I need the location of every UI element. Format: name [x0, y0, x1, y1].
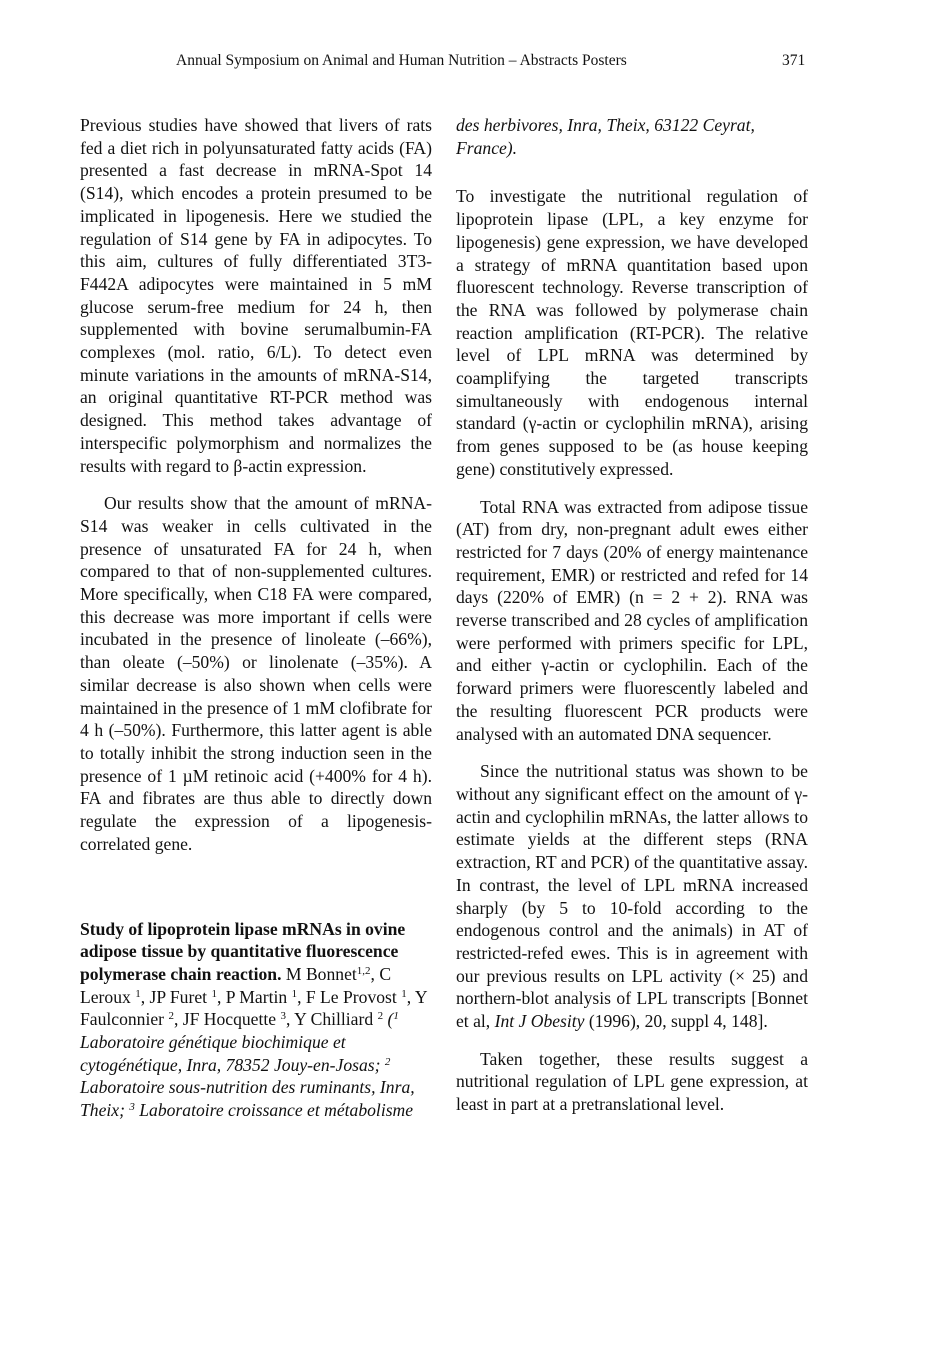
author-affiliation-mark: 2: [168, 1010, 174, 1023]
affiliation: Laboratoire croissance et métabolisme: [134, 1100, 414, 1121]
right-column: [456, 114, 808, 1116]
affiliation: Laboratoire sous-nutrition des ruminants, Inra, Theix;: [80, 1077, 415, 1121]
author-affiliation-mark: 1: [211, 987, 217, 1000]
journal-name: Int J Obesity: [494, 1011, 585, 1032]
body-paragraph: To investigate the nutritional regulation of lipoprotein lipase (LPL, a key enzyme for lipogenesis) gene expression, we have developed a strategy of mRNA quantitation based upon fluorescent technology. Reverse transcription of the RNA was followed by polymerase chain reaction amplification (RT-PCR). The relative level of LPL mRNA was determined by coamplifying the targeted transcripts simultaneously with endogenous internal standard (γ-actin or cyclophilin mRNA), arising from genes supposed to be (as house keeping gene) constitutively expressed.: [456, 186, 808, 479]
affiliation-mark: 2: [384, 1055, 391, 1068]
author: , JF Hocquette: [173, 1009, 277, 1030]
author-affiliation-mark: 1: [291, 987, 298, 1000]
affiliation-continued: des herbivores, Inra, Theix, 63122 Ceyrat, France).: [456, 115, 755, 158]
running-header: [0, 52, 930, 76]
body-paragraph: Our results show that the amount of mRNA-S14 was weaker in cells cultivated in the presence of unsaturated FA for 24 h, when compared to that of non-supplemented cultures. More specifically, when C18 FA were compared, this decrease was more important if cells were incubated in the presence of linoleate (–66%), than oleate (–50%) or linolenate (–35%). A similar decrease is also shown when cells were maintained in the presence of 1 mM clofibrate for 4 h (–50%). Furthermore, this latter agent is able to totally inhibit the strong induction seen in the presence of 1 µM retinoic acid (+400% for 4 h). FA and fibrates are thus able to directly down regulate the expression of a lipogenesis-correlated gene.: [80, 493, 432, 854]
author: , C Leroux: [80, 963, 392, 1007]
author: M Bonnet: [285, 963, 357, 984]
author-affiliation-mark: 3: [280, 1010, 286, 1023]
author: , JP Furet: [140, 986, 208, 1007]
body-paragraph: Total RNA was extracted from adipose tissue (AT) from dry, non-pregnant adult ewes either restricted for 7 days (20% of energy maintenance requirement, EMR) or restricted and refed for 14 days (220% of EMR) (n = 2 + 2). RNA was reverse transcribed and 28 cycles of amplification were performed with primers specific for LPL, and either γ-actin or cyclophilin. Each of the forward primers were fluorescently labeled and the resulting fluorescent PCR products were analysed with an automated DNA sequencer.: [456, 496, 808, 744]
abstract-heading: [80, 918, 432, 1122]
affiliation: Laboratoire génétique biochimique et cytogénétique, Inra, 78352 Jouy-en-Josas;: [80, 1032, 385, 1075]
body-paragraph: [456, 760, 808, 1032]
affiliation-open: (: [383, 1009, 394, 1030]
author: , F Le Provost: [297, 986, 397, 1007]
author: , Y Faulconnier: [80, 986, 427, 1030]
abstract-title: Study of lipoprotein lipase mRNAs in ovine adipose tissue by quantitative fluorescence polymerase chain reaction.: [80, 918, 406, 984]
page-number: 371: [782, 52, 806, 69]
author-affiliation-mark: 2: [377, 1010, 384, 1023]
author-affiliation-mark: 1: [401, 987, 407, 1000]
left-column: [80, 114, 432, 1122]
affiliation-mark: 1: [393, 1010, 399, 1023]
body-paragraph: Taken together, these results suggest a nutritional regulation of LPL gene expression, at least in part at a pretranslational level.: [456, 1048, 808, 1115]
paragraph-text: Since the nutritional status was shown to be without any significant effect on the amount of γ-actin and cyclophilin mRNAs, the latter allows to estimate yields at the different steps (RNA extraction, RT and PCR) of the quantitative assay. In contrast, the level of LPL mRNA increased sharply (by 5 to 10-fold according to the endogenous control and the animals) in AT of restricted-refed ewes. This is in agreement with our previous results on LPL activity (× 25) and northern-blot analysis of LPL transcripts [Bonnet et al,: [456, 761, 808, 1032]
affiliation-mark: 3: [129, 1101, 135, 1114]
author-affiliation-mark: 1: [135, 987, 141, 1000]
author-affiliation-mark: 1,2: [356, 964, 371, 977]
author: , P Martin: [216, 986, 288, 1007]
body-paragraph: Previous studies have showed that livers of rats fed a diet rich in polyunsaturated fatty acids (FA) presented a fast decrease in mRNA-Spot 14 (S14), which encodes a protein presumed to be implicated in lipogenesis. Here we studied the regulation of S14 gene by FA in adipocytes. To this aim, cultures of fully differentiated 3T3-F442A adipocytes were maintained in 5 mM glucose serum-free medium for 24 h, then supplemented with bovine serumalbumin-FA complexes (mol. ratio, 6/L). To detect even minute variations in the amounts of mRNA-S14, an original quantitative RT-PCR method was designed. This method takes advantage of interspecific polymorphism and normalizes the results with regard to β-actin expression.: [80, 115, 432, 476]
paragraph-text: (1996), 20, suppl 4, 148].: [584, 1011, 768, 1032]
author: , Y Chilliard: [286, 1009, 374, 1030]
running-title: Annual Symposium on Animal and Human Nutrition – Abstracts Posters: [176, 52, 627, 69]
